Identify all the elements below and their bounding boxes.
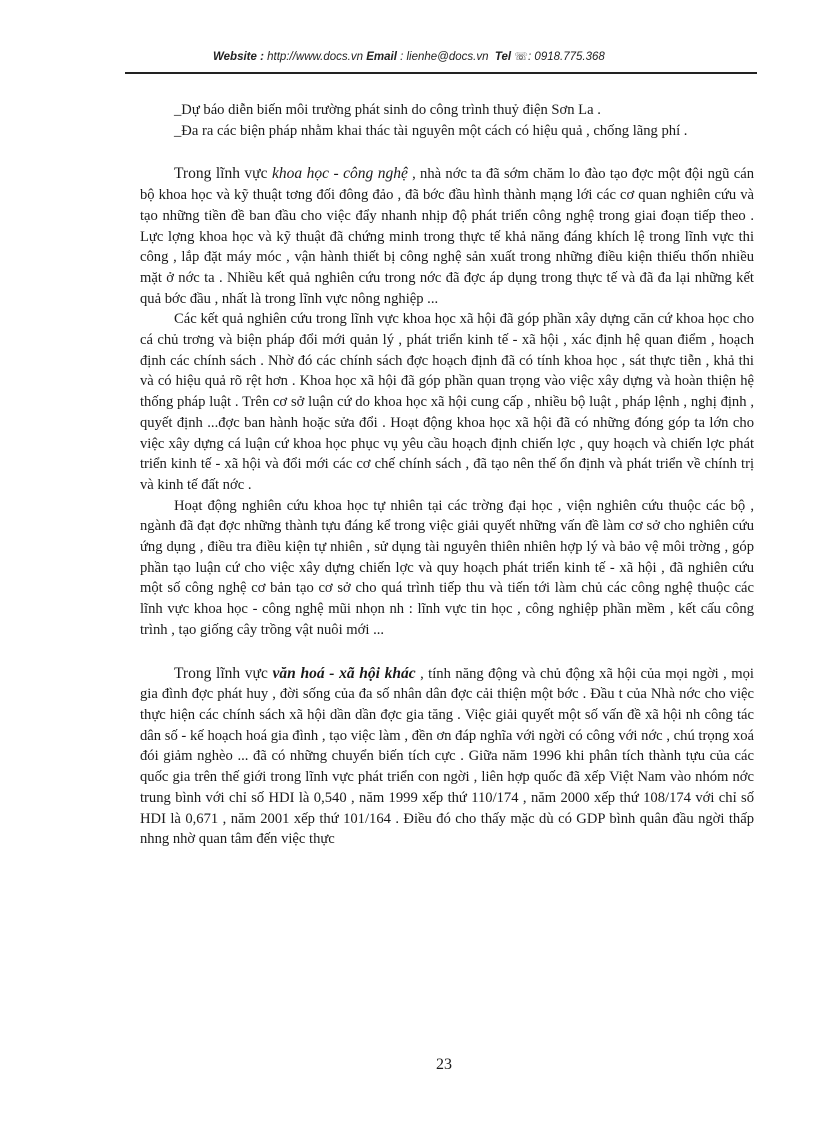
paragraph-2: _Đa ra các biện pháp nhằm khai thác tài nguyên một cách có hiệu quả , chống lãng phí . — [174, 122, 688, 139]
paragraph-3-emphasis: khoa học - công nghệ — [271, 165, 408, 183]
page-header — [213, 50, 683, 63]
paragraph-6 — [140, 664, 754, 850]
document-body — [140, 100, 754, 850]
paragraph-6-emphasis: văn hoá - xã hội khác — [272, 664, 416, 682]
telephone-icon: ☏ — [514, 51, 529, 63]
website-url[interactable]: http://www.docs.vn — [267, 51, 363, 63]
paragraph-1: _Dự báo diễn biến môi trường phát sinh do công trình thuỷ điện Sơn La . — [174, 102, 601, 118]
paragraph-3 — [140, 164, 754, 309]
paragraph-4: Các kết quả nghiên cứu trong lĩnh vực khoa học xã hội đã góp phần xây dựng căn cứ khoa học cho cá chủ trơng và biện pháp đổi mới quản lý , phát triển kinh tế - xã hội , xác định hệ quan điểm , hoạch định các chính sách . Nhờ đó các chính sách đợc hoạch định đã có tính khoa học , sát thực tiễn , khả thi và có hiệu quả rõ rệt hơn . Khoa học xã hội đã góp phần quan trọng vào việc xây dựng và hoàn thiện hệ thống pháp luật . Trên cơ sở luận cứ do khoa học xã hội cung cấp , nhiều bộ luật , pháp lệnh , nghị định , quyết định ...đợc ban hành hoặc sửa đổi . Hoạt động khoa học xã hội đã có những đóng góp ta lớn cho việc xây dựng cá luận cứ khoa học phục vụ yêu cầu hoạch định chiến lợc , quy hoạch và chiến lợc phát triển kinh tế - xã hội và đổi mới các cơ chế chính sách , đã tạo nên thế ổn định và phát triển về chính trị và kinh tế đất nớc . — [140, 311, 754, 493]
paragraph-6-lead: Trong lĩnh vực — [174, 664, 273, 682]
paragraph-3-lead: Trong lĩnh vực — [174, 165, 272, 183]
header-divider — [125, 72, 757, 74]
email-value[interactable]: : lienhe@docs.vn — [400, 51, 489, 63]
paragraph-6-text: , tính năng động và chủ động xã hội của mọi ngời , mọi gia đình đợc phát huy , đời sống của đa số nhân dân đợc cải thiện một bớc . Đầu t của Nhà nớc cho việc thực hiện các chính sách xã hội dần dần đợc gia tăng . Việc giải quyết một số vấn đề xã hội nh công tác dân số - kế hoạch hoá gia đình , tạo việc làm , đền ơn đáp nghĩa với ngời có công với nớc , chú trọng xoá đói giảm nghèo ... đã có những chuyển biến tích cực . Giữa năm 1996 khi phân tích thành tựu của các quốc gia trên thế giới trong lĩnh vực phát triển con ngời , liên hợp quốc đã xếp Việt Nam vào nhóm nớc trung bình với chỉ số HDI là 0,540 , năm 1999 xếp thứ 110/174 , năm 2000 xếp thứ 108/174 với chỉ số HDI là 0,671 , năm 2001 xếp thứ 101/164 . Điều đó cho thấy mặc dù có GDP bình quân đầu ngời thấp nhng nhờ quan tâm đến việc thực — [140, 665, 754, 848]
page-number: 23 — [436, 1056, 452, 1073]
phone-value: : 0918.775.368 — [528, 51, 605, 63]
tel-label: Tel — [494, 51, 512, 63]
email-label: Email — [366, 51, 397, 63]
website-label: Website : — [213, 51, 264, 63]
paragraph-5: Hoạt động nghiên cứu khoa học tự nhiên tại các trờng đại học , viện nghiên cứu thuộc các bộ , ngành đã đạt đợc những thành tựu đáng kể trong việc giải quyết những vấn đề làm cơ sở cho nghiên cứu ứng dụng , điều tra điều kiện tự nhiên , sử dụng tài nguyên thiên nhiên hợp lý và bảo vệ môi trờng , góp phần tạo luận cứ cho việc xây dựng chiến lợc và quy hoạch phát triển kinh tế - xã hội , đã nghiên cứu một số công nghệ cơ bản tạo cơ sở cho quá trình tiếp thu và tiến tới làm chủ các công nghệ thuộc các lĩnh vực khoa học - công nghệ mũi nhọn nh : lĩnh vực tin học , công nghiệp phần mềm , kết cấu công trình , tạo giống cây trồng vật nuôi mới ... — [140, 497, 754, 638]
paragraph-3-text: , nhà nớc ta đã sớm chăm lo đào tạo đợc một đội ngũ cán bộ khoa học và kỹ thuật tơng đối đông đảo , đã bớc đầu hình thành mạng lới các cơ quan nghiên cứu và tạo những tiền đề ban đầu cho việc đẩy nhanh nhịp độ phát triển công nghệ trong giai đoạn tiếp theo . Lực lợng khoa học và kỹ thuật đã chứng minh trong thực tế khả năng đáng khích lệ trong lĩnh vực thi công , lắp đặt máy móc , vận hành thiết bị công nghệ sản xuất trong những điều kiện thiếu thốn nhiều mặt ở nớc ta . Nhiều kết quả nghiên cứu trong nớc đã đợc áp dụng trong thực tế và đã đa lại những kết quả bớc đầu , nhất là trong lĩnh vực nông nghiệp ... — [140, 166, 754, 307]
